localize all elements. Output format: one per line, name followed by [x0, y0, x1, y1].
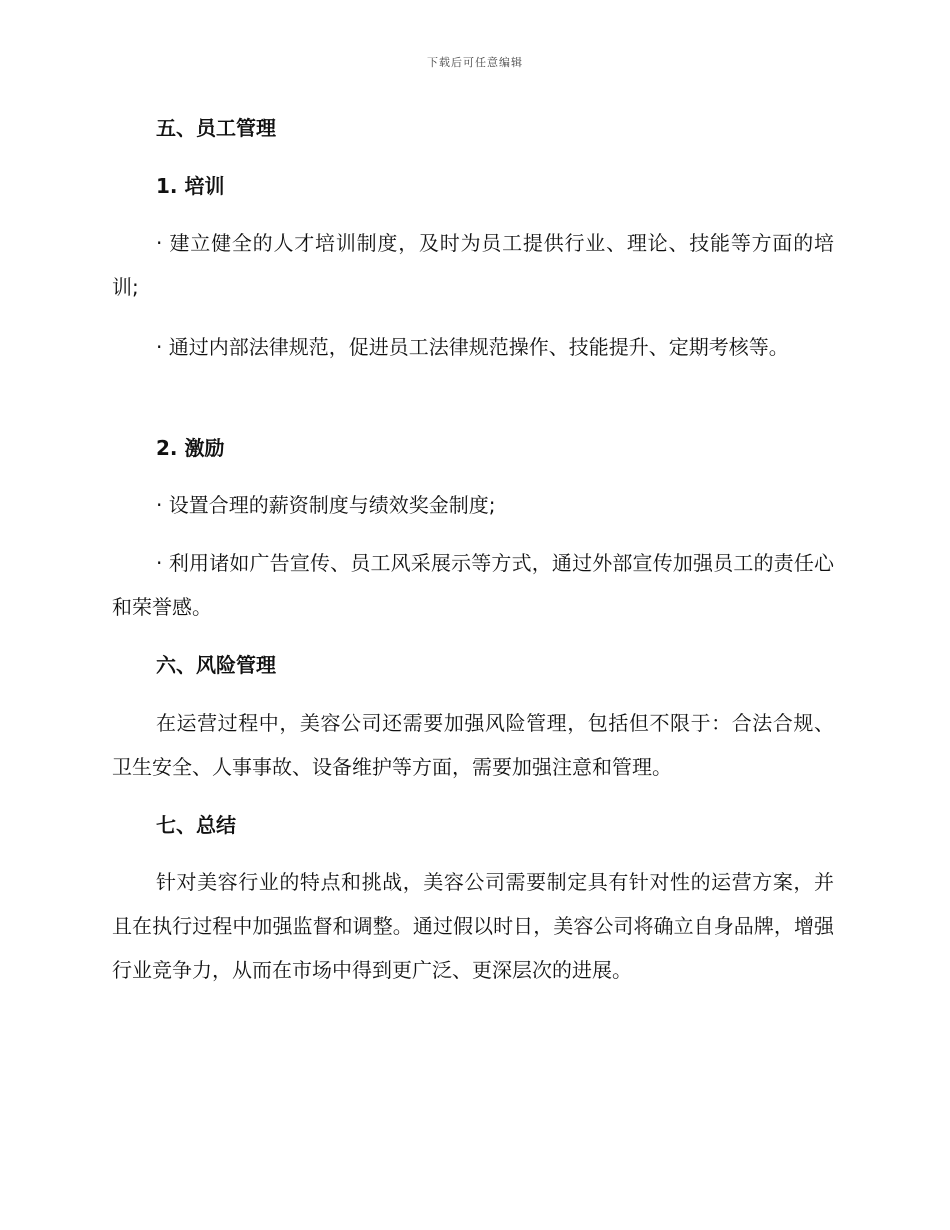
- section-heading-summary: 七、总结: [156, 813, 236, 837]
- paragraph-incentive-1: · 设置合理的薪资制度与绩效奖金制度;: [156, 493, 496, 517]
- subheading-incentive: 2. 激励: [156, 436, 225, 460]
- paragraph-training-2: · 通过内部法律规范，促进员工法律规范操作、技能提升、定期考核等。: [156, 335, 789, 359]
- paragraph-incentive-2: · 利用诸如广告宣传、员工风采展示等方式，通过外部宣传加强员工的责任心和荣誉感。: [112, 551, 834, 619]
- paragraph-risk: 在运营过程中，美容公司还需要加强风险管理，包括但不限于：合法合规、卫生安全、人事事故、设备维护等方面，需要加强注意和管理。: [112, 711, 834, 779]
- paragraph-training-1: · 建立健全的人才培训制度，及时为员工提供行业、理论、技能等方面的培训;: [112, 231, 834, 299]
- section-heading-staff: 五、员工管理: [156, 116, 276, 140]
- subheading-training: 1. 培训: [156, 174, 225, 198]
- section-heading-risk: 六、风险管理: [156, 653, 276, 677]
- paragraph-summary: 针对美容行业的特点和挑战，美容公司需要制定具有针对性的运营方案，并且在执行过程中加强监督和调整。通过假以时日，美容公司将确立自身品牌，增强行业竞争力，从而在市场中得到更广泛、更深层次的进展。: [112, 870, 834, 982]
- page-header: 下载后可任意编辑: [427, 56, 523, 69]
